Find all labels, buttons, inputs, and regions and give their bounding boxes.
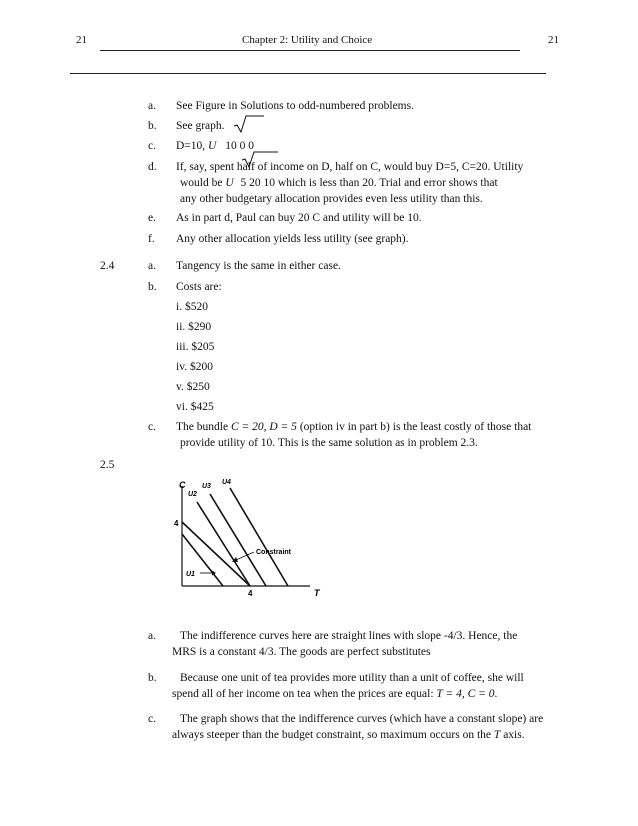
item-label: d. — [148, 161, 157, 173]
cost-item: i. $520 — [176, 301, 208, 313]
item-text: The graph shows that the indifference curves (which have a constant slope) are — [180, 713, 544, 725]
item-text: Because one unit of tea provides more utility than a unit of coffee, she will — [180, 672, 524, 684]
cost-item: v. $250 — [176, 381, 210, 393]
item-text: The indifference curves here are straight lines with slope -4/3. Hence, the — [180, 630, 518, 642]
item-text: See graph. — [176, 120, 225, 132]
item-text: would be U 5 20 10 which is less than 20. Trial and error shows that — [180, 177, 498, 189]
item-text: spend all of her income on tea when the prices are equal: T = 4, C = 0. — [172, 688, 498, 700]
item-label: b. — [148, 672, 157, 684]
item-label: a. — [148, 100, 156, 112]
indifference-curve-u4 — [230, 488, 288, 586]
x-axis-label: T — [314, 588, 320, 598]
indifference-curve-u3 — [210, 494, 266, 586]
indifference-curves-figure — [170, 474, 330, 602]
item-text: As in part d, Paul can buy 20 C and utility will be 10. — [176, 212, 422, 224]
page-number-left: 21 — [76, 34, 87, 46]
item-label: a. — [148, 630, 156, 642]
curve-label-u3: U3 — [202, 483, 211, 490]
cost-item: ii. $290 — [176, 321, 212, 333]
x-tick-label: 4 — [248, 589, 253, 598]
page-number-right: 21 — [548, 34, 559, 46]
y-axis-label: C — [179, 480, 186, 490]
running-header-title: Chapter 2: Utility and Choice — [242, 34, 373, 46]
item-text: Any other allocation yields less utility (see graph). — [176, 233, 409, 245]
item-text: provide utility of 10. This is the same solution as in problem 2.3. — [180, 437, 478, 449]
item-text: The bundle C = 20, D = 5 (option iv in part b) is the least costly of those that — [176, 421, 532, 433]
cost-item: iii. $205 — [176, 341, 215, 353]
curve-label-u4: U4 — [222, 479, 231, 486]
y-tick-label: 4 — [174, 519, 179, 528]
problem-number: 2.5 — [100, 459, 115, 471]
constraint-pointer-arrow — [236, 552, 254, 560]
item-label: b. — [148, 281, 157, 293]
curve-label-u2: U2 — [188, 491, 197, 498]
problem-number: 2.4 — [100, 260, 115, 272]
item-label: f. — [148, 233, 155, 245]
constraint-label: Constraint — [256, 549, 291, 556]
cost-item: vi. $425 — [176, 401, 214, 413]
item-text: Costs are: — [176, 281, 222, 293]
curve-label-u1: U1 — [186, 571, 195, 578]
item-text: D=10, U 10 0 0 — [176, 140, 254, 152]
item-text: Tangency is the same in either case. — [176, 260, 341, 272]
item-text: See Figure in Solutions to odd-numbered problems. — [176, 100, 414, 112]
item-label: a. — [148, 260, 156, 272]
header-rule — [100, 50, 520, 51]
item-label: c. — [148, 140, 156, 152]
section-rule — [70, 73, 546, 74]
cost-item: iv. $200 — [176, 361, 213, 373]
item-label: e. — [148, 212, 156, 224]
item-text: any other budgetary allocation provides even less utility than this. — [180, 193, 483, 205]
item-text: MRS is a constant 4/3. The goods are perfect substitutes — [172, 646, 431, 658]
item-label: c. — [148, 713, 156, 725]
item-text: always steeper than the budget constraint, so maximum occurs on the T axis. — [172, 729, 525, 741]
item-label: b. — [148, 120, 157, 132]
item-text: If, say, spent half of income on D, half on C, would buy D=5, C=20. Utility — [176, 161, 524, 173]
radical-sign-icon — [232, 114, 266, 134]
item-label: c. — [148, 421, 156, 433]
